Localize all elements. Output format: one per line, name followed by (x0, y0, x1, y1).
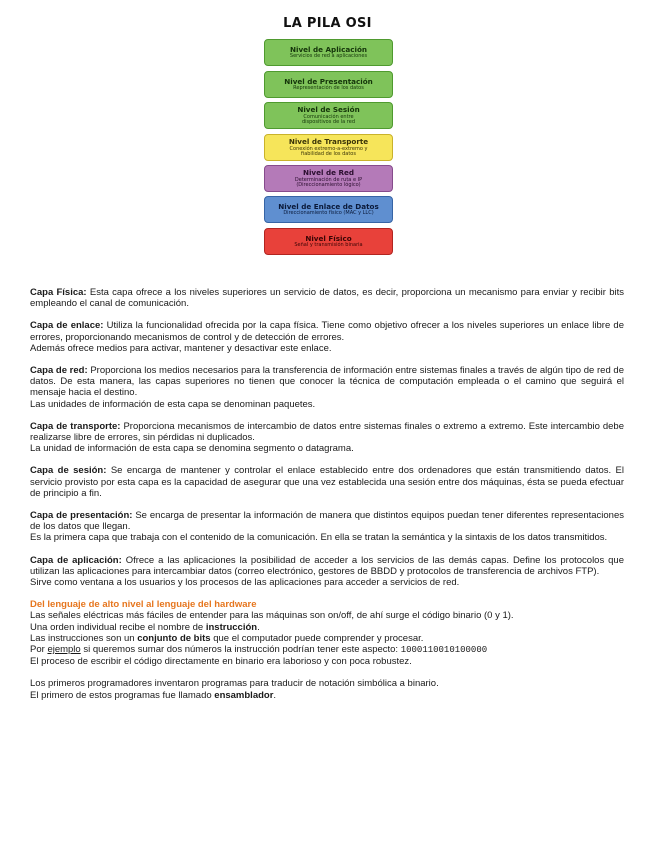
layer-desc: Comunicación entre dispositivos de la red (301, 113, 356, 125)
text: . (257, 621, 260, 633)
binary-code: 1000110010100000 (400, 645, 488, 656)
layer-desc: Direccionamiento físico (MAC y LLC) (283, 210, 374, 217)
section-extra: Sirve como ventana a los usuarios y los procesos de las aplicaciones para acceder a servicios de red. (30, 577, 460, 589)
paragraph-capa-aplicacion (30, 555, 624, 589)
layer-name: Nivel de Transporte (288, 136, 369, 146)
layer-desc: Señal y transmisión binaria (294, 242, 363, 249)
section-label: Capa de presentación: (30, 510, 133, 522)
bold-term: conjunto de bits (137, 632, 211, 644)
document-body (30, 287, 624, 712)
text: . (273, 689, 277, 701)
bold-term: instrucción (205, 621, 258, 633)
layer-name: Nivel de Enlace de Datos (278, 201, 379, 211)
text: Por (30, 644, 48, 656)
text: que el computador puede comprender y procesar. (210, 632, 424, 644)
assembler-line-1: Los primeros programadores inventaron programas para traducir de notación simbólica a binario. (30, 678, 439, 690)
assembler-line-2 (30, 690, 624, 701)
hardware-line-4 (30, 644, 624, 656)
section-text: Utiliza la funcionalidad ofrecida por la capa física. Tiene como objetivo ofrecer a los niveles superiores un enlace libre de errores, proporcionando mecanismos de control y de detección de errores. (30, 320, 624, 343)
section-extra: Es la primera capa que trabaja con el contenido de la comunicación. En ella se tratan la semántica y la sintaxis de los datos transmitidos. (30, 532, 608, 544)
hardware-line-5: El proceso de escribir el código directamente en binario era laborioso y con poca robustez. (30, 656, 412, 668)
hardware-line-1: Las señales eléctricas más fáciles de entender para las máquinas son on/off, de ahí surge el código binario (0 y 1). (30, 610, 514, 622)
hardware-line-2 (30, 622, 624, 633)
bold-term: ensamblador (214, 689, 274, 701)
section-label: Capa de transporte: (30, 420, 121, 432)
text: Las instrucciones son un (30, 632, 138, 644)
section-label: Capa de red: (30, 365, 88, 377)
layer-network (264, 165, 393, 192)
paragraph-capa-presentacion (30, 510, 624, 544)
section-extra: Además ofrece medios para activar, mantener y desactivar este enlace. (30, 342, 332, 354)
paragraph-assembler (30, 678, 624, 700)
paragraph-capa-sesion (30, 465, 624, 499)
text: Una orden individual recibe el nombre de (30, 621, 206, 633)
layer-name: Nivel de Sesión (297, 104, 360, 114)
paragraph-capa-fisica (30, 287, 624, 309)
layer-data-link (264, 196, 393, 223)
section-label: Capa de enlace: (30, 320, 104, 332)
text: si queremos sumar dos números la instrucción podrían tener este aspecto: (80, 644, 401, 656)
layer-desc: Servicios de red a aplicaciones (289, 53, 368, 60)
paragraph-hardware (30, 599, 624, 667)
section-heading: Del lenguaje de alto nivel al lenguaje del hardware (30, 599, 257, 611)
layer-session (264, 102, 393, 129)
diagram-title: LA PILA OSI (283, 16, 372, 31)
section-text: Esta capa ofrece a los niveles superiores un servicio de datos, es decir, proporciona un mecanismo para enviar y recibir bits empleando el canal de comunicación. (30, 287, 624, 310)
hardware-line-3 (30, 633, 624, 644)
section-text: Se encarga de mantener y controlar el enlace establecido entre dos ordenadores que están transmitiendo datos. El servicio provisto por esta capa es la capacidad de asegurar que una vez establecida una sesión entre dos máquinas, ésta se pueda efectuar de principio a fin. (30, 465, 624, 499)
osi-stack-diagram (0, 0, 655, 265)
text: El primero de estos programas fue llamado (30, 689, 215, 701)
section-text: Proporciona mecanismos de intercambio de datos entre sistemas finales o extremo a extremo. Este intercambio debe realizarse libre de errores, sin pérdidas ni duplicados. (30, 420, 624, 444)
layer-name: Nivel de Red (302, 167, 355, 177)
layer-name: Nivel Físico (305, 233, 352, 243)
section-extra: La unidad de información de esta capa se denomina segmento o datagrama. (30, 443, 354, 455)
section-text: Se encarga de presentar la información de manera que distintos equipos puedan tener diferentes representaciones de los datos que llegan. (30, 510, 624, 533)
section-extra: Las unidades de información de esta capa se denominan paquetes. (30, 398, 316, 410)
layer-physical (264, 228, 393, 255)
layer-application (264, 39, 393, 66)
section-label: Capa Física: (30, 287, 87, 298)
section-label: Capa de sesión: (30, 465, 107, 477)
layer-name: Nivel de Aplicación (289, 44, 368, 54)
paragraph-capa-transporte (30, 421, 624, 455)
underlined-word: ejemplo (47, 644, 81, 656)
layer-name: Nivel de Presentación (284, 76, 373, 86)
layer-transport (264, 134, 393, 161)
layer-presentation (264, 71, 393, 98)
layer-desc: Determinación de ruta e IP (Direccionamiento lógico) (294, 176, 363, 188)
paragraph-capa-red (30, 365, 624, 410)
section-text: Ofrece a las aplicaciones la posibilidad de acceder a los servicios de las demás capas. Define los protocolos que utilizan las aplicaciones para intercambiar datos (correo electrónico, gestores de BBDD y protocolos de transferencia de archivos FTP). (30, 554, 624, 577)
layer-desc: Representación de los datos (293, 85, 364, 92)
section-text: Proporciona los medios necesarios para la transferencia de información entre sistemas finales a través de algún tipo de red de datos. De esta manera, las capas superiores no tienen que conocer la técnica de computación empleada o el camino que seguirá el mensaje hacia el destino. (30, 365, 624, 399)
paragraph-capa-enlace (30, 320, 624, 354)
section-label: Capa de aplicación: (30, 554, 122, 566)
layer-desc: Conexión extremo-a-extremo y fiabilidad de los datos (289, 145, 368, 157)
